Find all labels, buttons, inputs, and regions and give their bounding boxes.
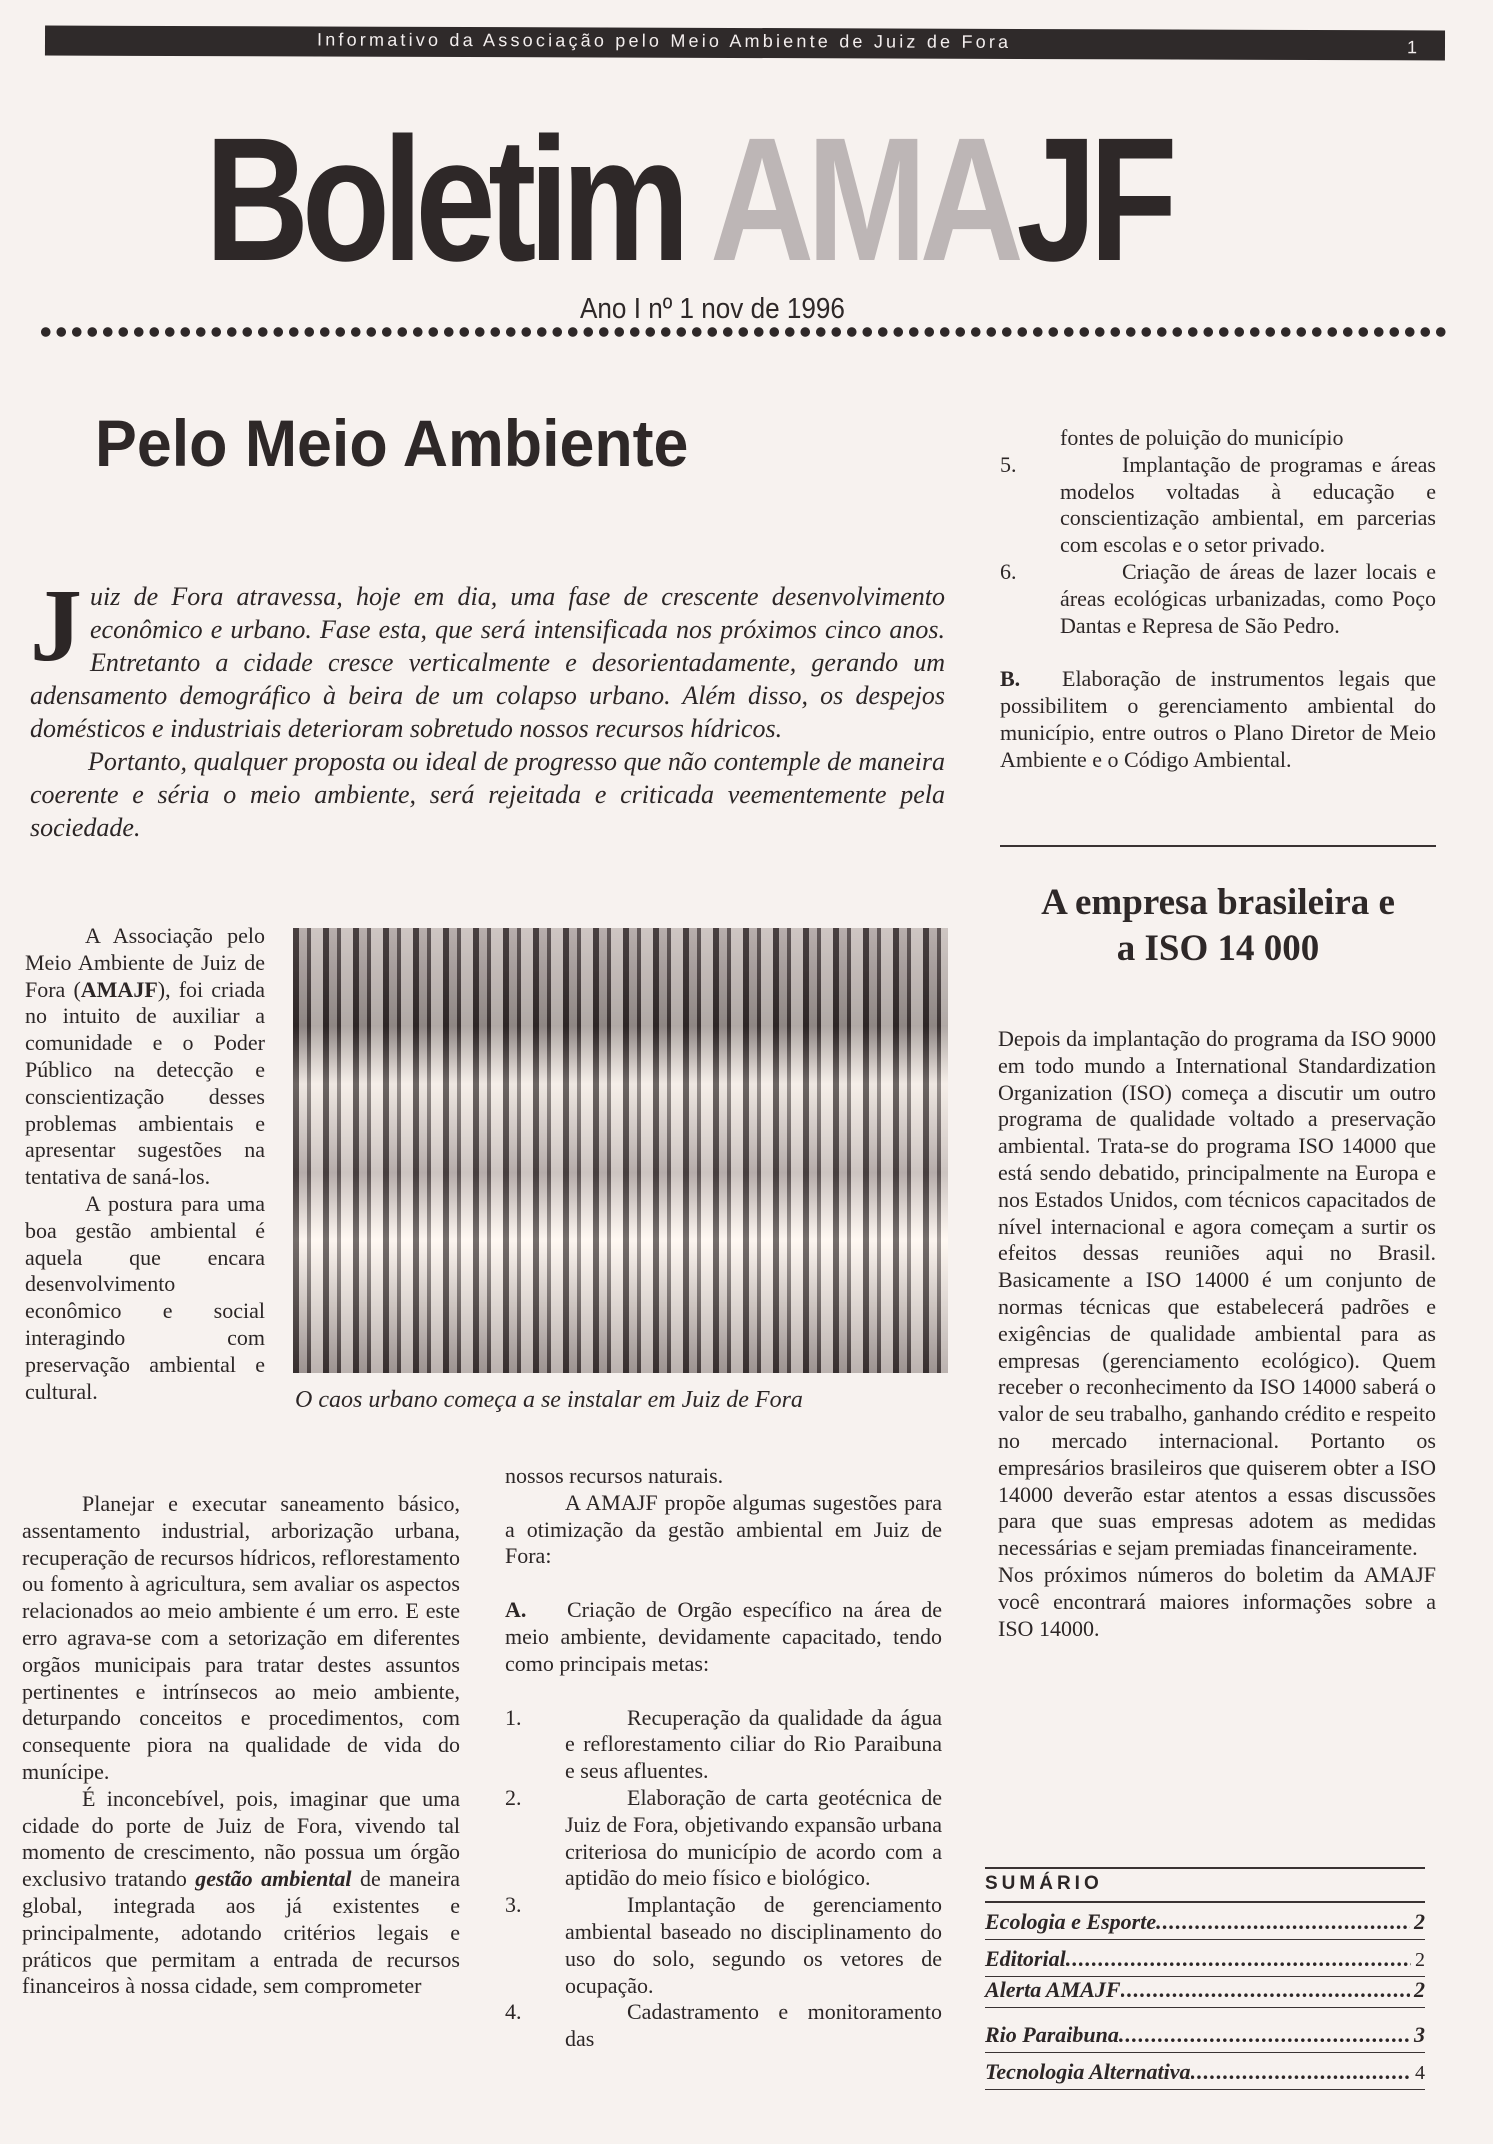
- summary-item[interactable]: [985, 1946, 1425, 1977]
- paragraph-propoe: A AMAJF propõe algumas sugestões para a otimização da gestão ambiental em Juiz de Fora:: [505, 1489, 942, 1569]
- summary-item[interactable]: [985, 2022, 1425, 2053]
- iso-article-title: [1000, 880, 1436, 972]
- iso-paragraph-1: Depois da implantação do programa da ISO 9000 em todo mundo a International Standardization Organization (ISO) começa a discutir um outro programa de qualidade voltado a preservação ambiental. Trata-se do programa ISO 14000 que está sendo debatido, principalmente na Europa e nos Estados Unidos, com técnicos capacitados de nível internacional e agora começam a surtir os efeitos dessas reuniões aqui no Brasil. Basicamente a ISO 14000 é um conjunto de normas técnicas que estabelecerá padrões e exigências de qualidade ambiental para as empresas (gerenciamento ecológico). Quem receber o reconhecimento da ISO 14000 saberá o valor de seu trabalho, ganhando crédito e respeito no mercado internacional. Portanto os empresários brasileiros que quiserem obter a ISO 14000 deverão estar atentos a essas discussões para que suas empresas adotem as medidas necessárias e sejam premiadas financeiramente.: [998, 1026, 1436, 1561]
- dot-leader: [1066, 1946, 1411, 1972]
- paragraph-postura: A postura para uma boa gestão ambiental é aquela que encara desenvolvimento econômico e social interagindo com preservação ambiental e cultural.: [25, 1190, 265, 1404]
- section-divider: [1000, 845, 1436, 847]
- iso-title-line-2: a ISO 14 000: [1116, 928, 1320, 969]
- intro-paragraph-2: Portanto, qualquer proposta ou ideal de progresso que não contemple de maneira coerente e séria o meio ambiente, será rejeitada e criticada veementemente pela sociedade.: [30, 747, 945, 842]
- summary-item[interactable]: [985, 2059, 1425, 2090]
- drop-cap: J: [30, 568, 82, 683]
- page-number: 1: [1406, 37, 1418, 58]
- summary-item-page: 2: [1415, 1949, 1425, 1971]
- summary-box: [985, 1867, 1425, 2090]
- goal-number: 5.: [1000, 451, 1017, 477]
- goal-item: [1000, 452, 1436, 559]
- section-a-text: Criação de Orgão específico na área de meio ambiente, devidamente capacitado, tendo como principais metas:: [505, 1597, 942, 1676]
- intro-paragraph-1: [30, 568, 945, 745]
- issue-info: Ano I nº 1 nov de 1996: [580, 293, 845, 325]
- text: de maneira global, integrada aos já existentes e principalmente, adotando critérios legais e práticos que permitam a entrada de recursos financeiros à nossa cidade, sem comprometer: [22, 1866, 460, 1999]
- goal-text: Cadastramento e monitoramento das: [565, 1999, 942, 2052]
- goal-number: 3.: [505, 1892, 522, 1918]
- masthead: [205, 102, 1171, 298]
- paragraph-recursos: nossos recursos naturais.: [505, 1463, 724, 1488]
- paragraph-planejar: Planejar e executar saneamento básico, assentamento industrial, arborização urbana, recuperação de recursos hídricos, reflorestamento ou fomento à agricultura, sem avaliar os aspectos relacionados ao meio ambiente é um erro. E este erro agrava-se com a setorização em diferentes orgãos municipais para tratar destes assuntos pertinentes e intrínsecos ao meio ambiente, deturpando conceitos e procedimentos, com consequente piora na qualidade de vida do munícipe.: [22, 1491, 460, 1784]
- section-a-label: A.: [505, 1597, 527, 1623]
- dot-leader: [1121, 1977, 1411, 2003]
- goal-number: 4.: [505, 1999, 522, 2025]
- dotted-divider: [38, 326, 1448, 338]
- photo-caption: O caos urbano começa a se instalar em Juiz de Fora: [295, 1387, 803, 1413]
- column-left-wide: [22, 1491, 460, 2000]
- article-intro: [30, 568, 945, 844]
- article-title: Pelo Meio Ambiente: [95, 406, 689, 480]
- goal-item: [505, 1892, 942, 1999]
- goal-number: 1.: [505, 1704, 522, 1730]
- summary-item[interactable]: [985, 1977, 1425, 2008]
- bold-text: AMAJF: [80, 976, 158, 1002]
- header-strip: [45, 26, 1445, 61]
- summary-item-label: Rio Paraibuna: [985, 2022, 1119, 2047]
- goal-number: 6.: [1000, 558, 1017, 584]
- column-middle: [505, 1463, 942, 2053]
- iso-title-line-1: A empresa brasileira e: [1041, 882, 1395, 923]
- summary-item-page: 3: [1414, 2022, 1425, 2047]
- goal-item: [505, 1705, 942, 1785]
- paragraph-association: [25, 923, 265, 1191]
- paragraph-inconcebivel: [22, 1786, 460, 2000]
- goals-list: [505, 1705, 942, 2053]
- summary-item-label: Tecnologia Alternativa: [985, 2059, 1191, 2084]
- intro-text-1: uiz de Fora atravessa, hoje em dia, uma fase de crescente desenvolvimento econômico e urbano. Fase esta, que será intensificada nos próximos cinco anos. Entretanto a cidade cresce verticalmente e desorientadamente, gerando um adensamento demográfico à beira de um colapso urbano. Além disso, os despejos domésticos e industriais deterioram sobretudo nossos recursos hídricos.: [30, 582, 945, 743]
- summary-item-page: 2: [1414, 1909, 1425, 1934]
- goal-item: [505, 1785, 942, 1892]
- city-photo: [293, 928, 948, 1373]
- summary-item-page: 4: [1415, 2062, 1425, 2084]
- text: ), foi criada no intuito de auxiliar a comunidade e o Poder Público na detecção e conscientização desses problemas ambientais e apresentar sugestões na tentativa de saná-los.: [25, 976, 266, 1190]
- text: A Associação pelo Meio Ambiente de Juiz de Fora (: [25, 923, 265, 1002]
- dot-leader: [1191, 2059, 1411, 2085]
- section-b-label: B.: [1000, 666, 1021, 692]
- masthead-boletim: Boletim: [205, 102, 683, 298]
- goal-text: Recuperação da qualidade da água e reflorestamento ciliar do Rio Paraibuna e seus afluentes.: [565, 1704, 942, 1784]
- text: É inconcebível, pois, imaginar que uma cidade do porte de Juiz de Fora, vivendo tal momento de crescimento, não possua um órgão exclusivo tratando: [22, 1785, 460, 1892]
- summary-item-label: Editorial: [985, 1946, 1066, 1971]
- summary-heading: SUMÁRIO: [985, 1867, 1425, 1903]
- column-left-narrow: [25, 923, 265, 1405]
- goal-item: [1000, 559, 1436, 639]
- summary-item-label: Ecologia e Esporte: [985, 1909, 1157, 1934]
- iso-article-body: [998, 1026, 1436, 1642]
- summary-item-page: 2: [1414, 1977, 1425, 2002]
- dot-leader: [1156, 1909, 1410, 1935]
- goal-text: Implantação de gerenciamento ambiental baseado no disciplinamento do uso do solo, segundo os vetores de ocupação.: [565, 1892, 942, 1998]
- goal-text: Implantação de programas e áreas modelos voltadas à educação e conscientização ambiental, em parcerias com escolas e o setor privado.: [1060, 451, 1436, 558]
- iso-paragraph-2: Nos próximos números do boletim da AMAJF você encontrará maiores informações sobre a ISO 14000.: [998, 1561, 1436, 1641]
- header-strip-text: Informativo da Associação pelo Meio Ambiente de Juiz de Fora: [316, 29, 1012, 52]
- goal-text: Elaboração de carta geotécnica de Juiz de Fora, objetivando expansão urbana criteriosa do município de acordo com a aptidão do meio físico e biológico.: [565, 1784, 942, 1891]
- goal-4-continued: fontes de poluição do município: [1060, 425, 1344, 450]
- summary-item[interactable]: [985, 1909, 1425, 1940]
- summary-item-label: Alerta AMAJF: [985, 1977, 1121, 2002]
- masthead-jf: JF: [1016, 102, 1171, 298]
- dot-leader: [1119, 2022, 1410, 2048]
- section-a: [505, 1597, 942, 1677]
- section-b-text: Elaboração de instrumentos legais que possibilitem o gerenciamento ambiental do município, entre outros o Plano Diretor de Meio Ambiente e o Código Ambiental.: [1000, 666, 1436, 772]
- goal-number: 2.: [505, 1784, 522, 1810]
- bold-italic-text: gestão ambiental: [195, 1866, 352, 1892]
- section-b: [1000, 666, 1436, 773]
- masthead-ama: AMA: [709, 102, 1017, 298]
- column-right-top: [1000, 425, 1436, 774]
- goal-item: [505, 1999, 942, 2053]
- goal-text: Criação de áreas de lazer locais e áreas ecológicas urbanizadas, como Poço Dantas e Represa de São Pedro.: [1060, 558, 1436, 638]
